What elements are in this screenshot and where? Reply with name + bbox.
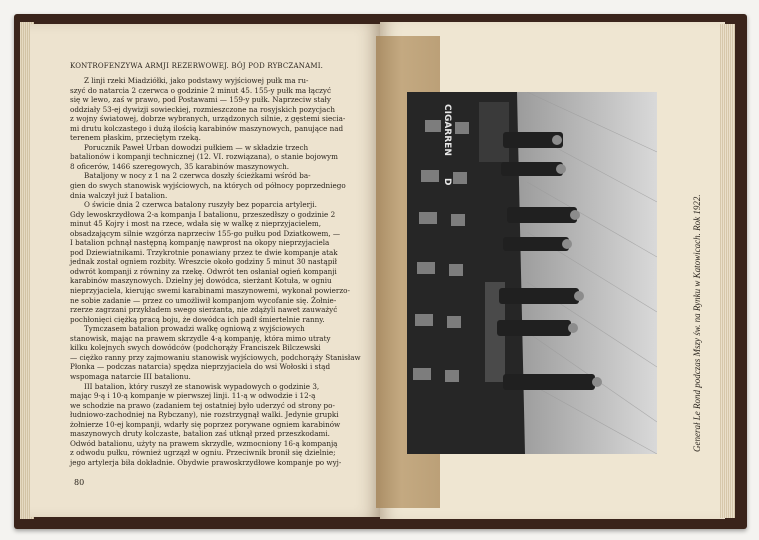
text-line: jednak został ogniem rozbity. Wreszcie około godziny 5 minut 30 nastąpił — [70, 257, 337, 267]
photo-shop-sign: CIGARREN — [442, 104, 452, 156]
text-line: — ciężko ranny przy zajmowaniu stanowisk wyjściowych, podchorąży Stanisław — [70, 352, 361, 362]
paragraph — [70, 76, 382, 143]
text-line: Tymczasem batalion prowadzi walkę ogniową z wyjściowych — [84, 324, 305, 334]
text-line: mając 9-ą i 10-ą kompanje w pierwszej linji. 11-ą w odwodzie i 12-ą — [70, 391, 316, 401]
paragraph — [70, 171, 382, 200]
text-line: żołnierze 10-ej kompanji, wdarły się poprzez porywane ogniem karabinów — [70, 419, 341, 429]
text-line: maszynowych druty kolczaste, batalion zaś utknął przed przeszkodami. — [70, 429, 330, 439]
photograph-plate — [407, 92, 657, 454]
text-line: gien do swych stanowisk wyjściowych, na których od północy poprzedniego — [70, 181, 346, 191]
text-line: karabinów maszynowych. Dzielny jej dowódca, sierżant Kotuła, w ogniu — [70, 276, 332, 286]
text-line: Bataljony w nocy z 1 na 2 czerwca doszły ścieżkami wśród ba- — [84, 171, 311, 181]
text-line: obsadzającym silnie wzgórza naprzeciw 155-go pułku pod Dziatkowem, — — [70, 228, 341, 238]
text-line: III batalion, który ruszył ze stanowisk wypadowych o godzinie 3, — [84, 381, 320, 391]
text-line: terenem płaskim, przeciętym rzeką. — [70, 133, 201, 143]
text-line: kilku kolejnych swych dowódców (podchorąży Franciszek Bilczewski — [70, 343, 321, 353]
photo-caption: Generał Le Rond podczas Mszy św. na Rynku w Katowicach. Rok 1922. — [692, 194, 702, 452]
paragraph — [70, 324, 382, 381]
right-page-edges — [720, 24, 735, 518]
text-line: stanowisk, mając na prawem skrzydle 4-ą kompanję, która mimo utraty — [70, 333, 331, 343]
running-head: KONTROFENZYWA ARMJI REZERWOWEJ. BÓJ POD RYBCZANAMI. — [70, 62, 324, 70]
text-line: O świcie dnia 2 czerwca batalony ruszyły bez poparcia artylerji. — [84, 200, 317, 210]
text-line: oddziały 53-ej dywizji sowieckiej, rozmieszczone na rosyjskich pozycjach — [70, 104, 335, 114]
text-line: jego artylerja biła dokładnie. Obydwie prawoskrzydłowe kompanje po wyj- — [70, 457, 342, 467]
text-line: Z linji rzeki Miadziółki, jako podstawy wyjściowej pułk ma ru- — [84, 76, 309, 85]
text-line: rzerze zagrzani przykładem swego sierżanta, nie zdążyli nawet zauważyć — [70, 305, 338, 315]
paragraph — [70, 200, 382, 324]
text-line: odwrót kompanji z równiny za rzekę. Odwrót ten osłaniał ogień kompanji — [70, 266, 337, 276]
text-line: się w lewo, zaś w prawo, pod Postawami — 159-y pułk. Naprzeciw stały — [70, 95, 331, 105]
photo-shop-sign-letter: D — [442, 178, 452, 186]
text-line: we schodzie na prawo (zadaniem tej ostatniej było uderzyć od strony po- — [70, 400, 335, 410]
text-line: pod Dziewiatnikami. Trzykrotnie ponawiany przez te dwie kompanje atak — [70, 247, 338, 257]
street-scene-photo — [407, 92, 657, 454]
text-line: wspomaga natarcie III batalionu. — [70, 371, 191, 381]
text-line: Płonka — podczas natarcia) spędza nieprzyjaciela do wsi Wołoski i stąd — [70, 362, 331, 372]
text-line: nieprzyjaciela, kierując swemi karabinami maszynowemi, wykonał powierzo- — [70, 286, 350, 296]
page-number: 80 — [74, 478, 85, 487]
paragraph — [70, 382, 382, 468]
paragraph — [70, 143, 382, 172]
text-line: Porucznik Paweł Urban dowodzi pułkiem — w składzie trzech — [84, 142, 309, 152]
text-line: dnia walczył już I batalion. — [70, 190, 168, 200]
text-line: mi drutu kolczastego i dużą ilością karabinów maszynowych, panujące nad — [70, 123, 344, 133]
body-text — [70, 76, 382, 467]
text-line: batalionów i kompanji technicznej (12. VI. rozwiązana), o stanie bojowym — [70, 152, 338, 162]
text-line: ne sobie zadanie — przez co umożliwił kompanjom wycofanie się. Żołnie- — [70, 295, 337, 305]
text-line: I batalion pchnął następną kompanję nawprost na okopy nieprzyjaciela — [70, 238, 330, 248]
text-line: Gdy lewoskrzydłowa 2-a kompanja I batalionu, przeszedłszy o godzinie 2 — [70, 209, 336, 219]
text-line: pochłonięci ciężką pracą boju, że dowódca ich padł śmiertelnie ranny. — [70, 314, 325, 324]
text-line: łudniowo-zachodniej na Rybczany), nie rozstrzygnął walki. Jedynie grupki — [70, 410, 339, 420]
text-line: szyć do natarcia 2 czerwca o godzinie 2 minut 45. 155-y pułk ma łączyć — [70, 85, 331, 95]
text-line: minut 45 Kojry i most na rzece, wdała się w walkę z nieprzyjacielem, — [70, 219, 322, 229]
text-line: z wojny światowej, dobrze wybranych, urządzonych silnie, z gęstemi siecia- — [70, 114, 346, 124]
text-line: z odwodu pułku, również ugrzązł w ogniu. Przeciwnik bronił się dzielnie; — [70, 448, 336, 458]
text-line: Odwód batalionu, użyty na prawem skrzydle, wzmocniony 16-ą kompanją — [70, 438, 338, 448]
text-line: 8 oficerów, 1466 szeregowych, 35 karabinów maszynowych. — [70, 161, 290, 171]
